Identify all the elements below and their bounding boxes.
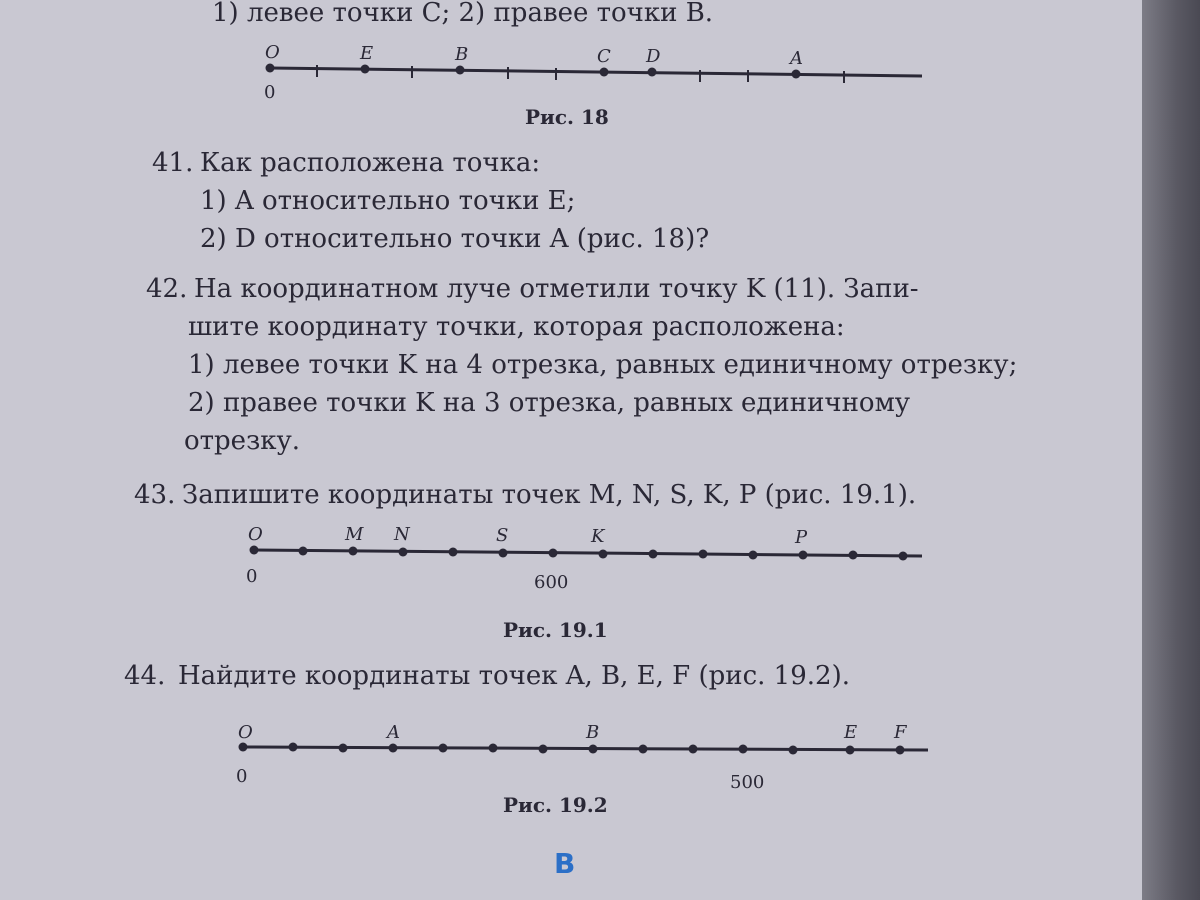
ex44-text: Найдите координаты точек A, B, E, F (рис. 19.2). [178, 661, 850, 691]
ex42-line5: отрезку. [184, 426, 301, 456]
fig18-origin-label: O [265, 42, 280, 63]
fig18-point-e: E [360, 43, 374, 64]
ex42-number: 42. [146, 274, 188, 304]
fig191-caption: Рис. 19.1 [503, 618, 608, 642]
fig192-point-b: B [586, 722, 600, 743]
fig18-point-b: B [455, 44, 469, 65]
fig192-caption: Рис. 19.2 [503, 793, 608, 817]
ex43-number: 43. [134, 480, 176, 510]
fig191-point-k: K [591, 526, 605, 547]
fig18-point-d: D [646, 46, 661, 67]
ex41-number: 41. [152, 148, 194, 178]
book-page-edge [1142, 0, 1200, 900]
fig191-point-n: N [394, 524, 410, 545]
top-line: 1) левее точки C; 2) правее точки B. [212, 0, 714, 28]
ex42-line4: 2) правее точки K на 3 отрезка, равных единичному [188, 388, 911, 418]
fig191-point-s: S [496, 525, 509, 546]
fig192-point-f: F [894, 722, 907, 743]
ex41-question: Как расположена точка: [200, 148, 541, 178]
ex42-line1: На координатном луче отметили точку K (11). Запи- [194, 274, 919, 304]
section-letter: В [554, 847, 576, 880]
fig191-point-m: M [345, 524, 364, 545]
fig192-zero-label: 0 [236, 766, 248, 787]
fig191-600-label: 600 [534, 572, 569, 593]
ex41-item2: 2) D относительно точки A (рис. 18)? [200, 224, 710, 254]
ex44-number: 44. [124, 661, 166, 691]
ex43-text: Запишите координаты точек M, N, S, K, P (рис. 19.1). [182, 480, 917, 510]
ex42-line3: 1) левее точки K на 4 отрезка, равных единичному отрезку; [188, 350, 1018, 380]
fig18-zero-label: 0 [264, 82, 276, 103]
fig192-point-e: E [844, 722, 858, 743]
fig191-point-p: P [795, 527, 808, 548]
fig18-caption: Рис. 18 [525, 105, 609, 129]
fig192-point-a: A [387, 722, 400, 743]
fig192-origin-label: O [238, 722, 253, 743]
fig18-point-a: A [790, 48, 803, 69]
ex42-line2: шите координату точки, которая расположена: [188, 312, 845, 342]
fig18-point-c: C [597, 46, 611, 67]
fig191-zero-label: 0 [246, 566, 258, 587]
ex41-item1: 1) A относительно точки E; [200, 186, 576, 216]
fig192-500-label: 500 [730, 772, 765, 793]
fig191-origin-label: O [248, 524, 263, 545]
